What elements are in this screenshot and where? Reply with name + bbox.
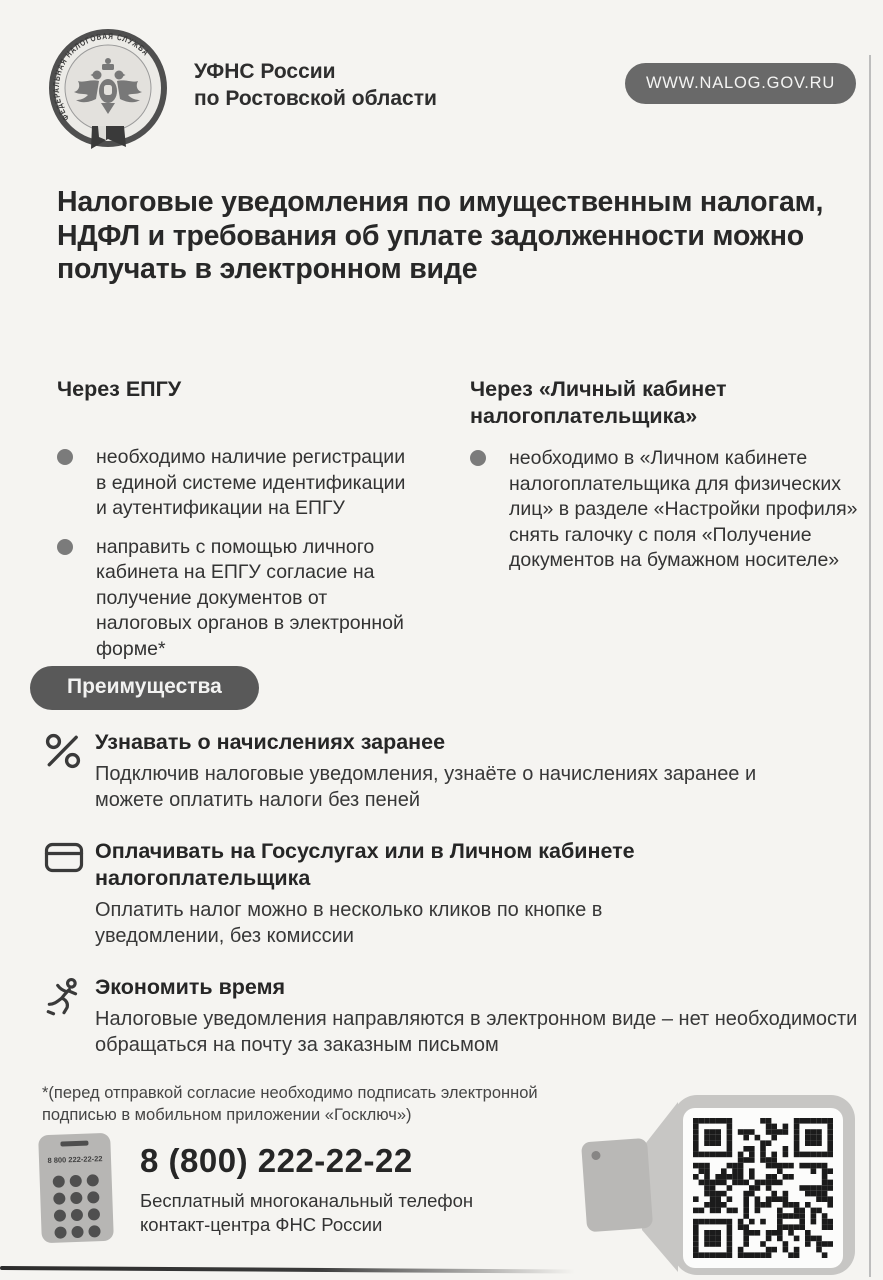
phone-number: 8 (800) 222-22-22	[140, 1142, 413, 1179]
footnote: *(перед отправкой согласие необходимо подписать электронной подписью в мобильном приложении «Госключ»)	[42, 1084, 538, 1124]
scanning-phone-icon	[581, 1138, 653, 1232]
list-item	[470, 446, 860, 574]
phone-description-line2: контакт-центра ФНС России	[140, 1214, 383, 1235]
bullet-dot-icon	[57, 539, 73, 555]
column-epgu-heading: Через ЕПГУ	[57, 377, 182, 401]
scan-page-edge	[869, 55, 871, 1277]
list-item	[57, 535, 459, 663]
phone-keypad-illustration	[38, 1133, 114, 1243]
payment-card-icon	[44, 841, 84, 875]
fns-emblem-logo	[46, 28, 170, 160]
bullet-dot-icon	[57, 449, 73, 465]
column-lk-heading: Через «Личный кабинет налогоплательщика»	[470, 377, 727, 428]
org-name-line1: УФНС России	[194, 60, 336, 83]
bullet-text: направить с помощью личного кабинета на ЕПГУ согласие на получение документов от налоговых органов в электронной форме*	[96, 535, 404, 660]
advantage-text: Налоговые уведомления направляются в электронном виде – нет необходимости обращаться на почту за заказным письмом	[95, 1008, 858, 1056]
phone-speaker-slot	[60, 1141, 88, 1147]
list-item	[57, 445, 459, 522]
emblem-text: ФЕДЕРАЛЬНАЯ НАЛОГОВАЯ СЛУЖБА	[50, 30, 153, 123]
org-name	[194, 58, 437, 112]
advantage-item	[44, 974, 858, 1058]
advantage-heading: Узнавать о начислениях заранее	[95, 730, 446, 754]
column-epgu	[57, 376, 459, 675]
advantage-text: Подключив налоговые уведомления, узнаёте о начислениях заранее и можете оплатить налоги без пеней	[95, 763, 757, 811]
phone-description-line1: Бесплатный многоканальный телефон	[140, 1190, 474, 1211]
bullet-text: необходимо в «Личном кабинете налогоплательщика для физических лиц» в разделе «Настройки профиля» снять галочку с поля «Получение документов на бумажном носителе»	[509, 447, 858, 571]
advantage-text: Оплатить налог можно в несколько кликов по кнопке в уведомлении, без комиссии	[95, 899, 603, 947]
advantages-badge: Преимущества	[30, 666, 259, 710]
footer-bar-edge	[0, 1266, 575, 1274]
org-name-line2: по Ростовской области	[194, 87, 437, 110]
contact-block	[140, 1142, 473, 1237]
advantages-list	[44, 729, 858, 1083]
qr-tag-illustration	[578, 1090, 880, 1280]
phone-label: 8 800 222-22-22	[47, 1154, 103, 1165]
column-lk	[470, 376, 860, 675]
page-title: Налоговые уведомления по имущественным налогам, НДФЛ и требования об уплате задолженности можно получать в электронном виде	[57, 186, 824, 285]
advantage-item	[44, 838, 854, 949]
phone-description	[140, 1189, 473, 1237]
bullet-dot-icon	[470, 450, 486, 466]
website-badge: WWW.NALOG.GOV.RU	[625, 63, 856, 104]
percent-icon	[44, 732, 82, 770]
advantage-heading: Оплачивать на Госуслугах или в Личном кабинете налогоплательщика	[95, 839, 635, 890]
runner-icon	[44, 977, 84, 1019]
bullet-text: необходимо наличие регистрации в единой системе идентификации и аутентификации на ЕПГУ	[96, 446, 406, 519]
keypad-buttons	[53, 1174, 103, 1239]
options-columns	[57, 376, 858, 675]
advantage-item	[44, 729, 854, 813]
advantage-heading: Экономить время	[95, 975, 286, 999]
